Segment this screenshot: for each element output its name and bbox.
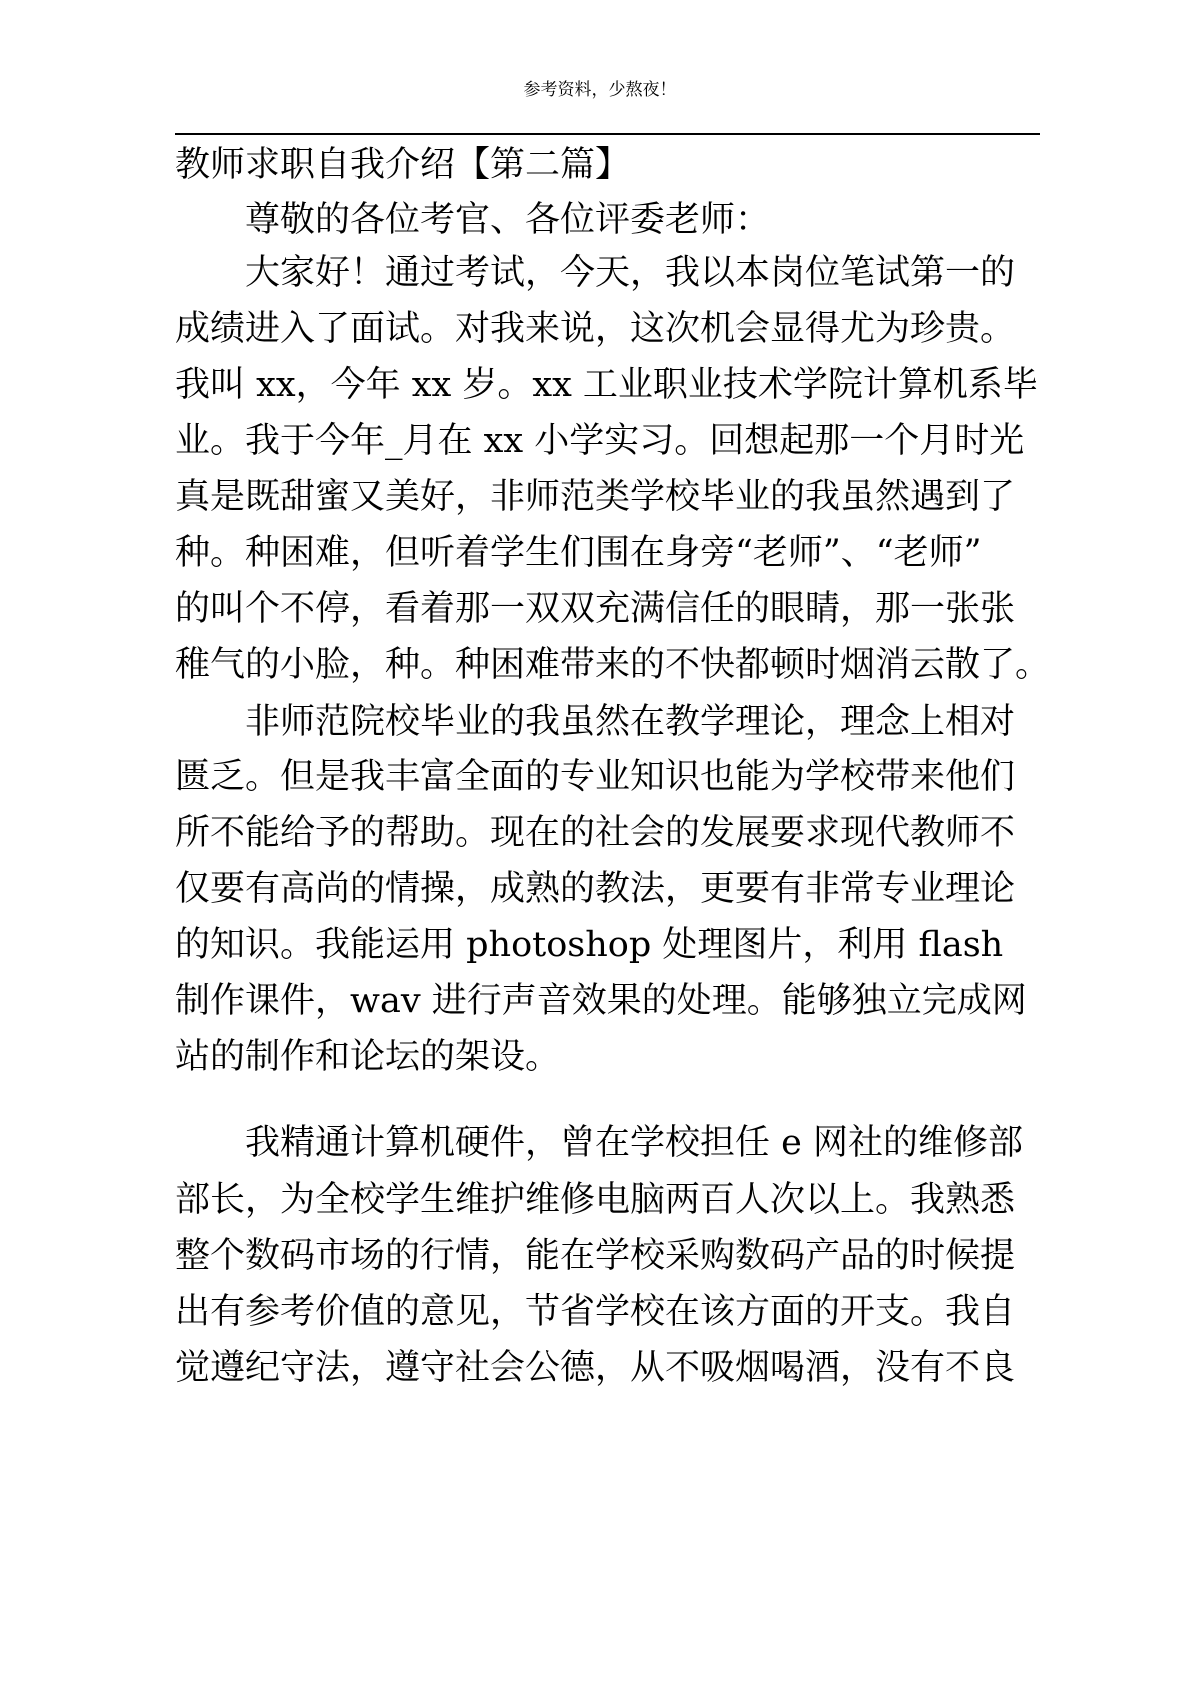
text-line: 整个数码市场的行情，能在学校采购数码产品的时候提 [175,1236,1016,1276]
text-line: 觉遵纪守法，遵守社会公德，从不吸烟喝酒，没有不良 [175,1348,1016,1388]
text-line: 尊敬的各位考官、各位评委老师： [245,200,771,240]
text-line: 所不能给予的帮助。现在的社会的发展要求现代教师不 [175,813,1016,853]
text-line: 我精通计算机硬件，曾在学校担任 e 网社的维修部 [245,1123,1023,1163]
text-line: 大家好！通过考试，今天，我以本岗位笔试第一的 [245,253,1016,293]
document-title: 教师求职自我介绍【第二篇】 [175,145,631,185]
text-line: 部长，为全校学生维护维修电脑两百人次以上。我熟悉 [175,1180,1016,1220]
text-line: 业。我于今年_月在 xx 小学实习。回想起那一个月时光 [175,421,1025,461]
text-line: 仅要有高尚的情操，成熟的教法，更要有非常专业理论 [175,869,1016,909]
page-header: 参考资料，少熬夜！ [523,80,677,100]
text-line: 匮乏。但是我丰富全面的专业知识也能为学校带来他们 [175,757,1016,797]
text-line: 出有参考价值的意见，节省学校在该方面的开支。我自 [175,1292,1016,1332]
text-line: 制作课件，wav 进行声音效果的处理。能够独立完成网 [175,981,1027,1021]
text-line: 站的制作和论坛的架设。 [175,1037,561,1077]
text-line: 非师范院校毕业的我虽然在教学理论，理念上相对 [245,702,1016,742]
text-line: 稚气的小脸，种。种困难带来的不快都顿时烟消云散了。 [175,645,1051,685]
text-line: 种。种困难，但听着学生们围在身旁“老师”、“老师” [175,533,982,573]
text-line: 的知识。我能运用 photoshop 处理图片，利用 flash [175,925,1004,965]
header-divider [175,133,1040,135]
text-line: 成绩进入了面试。对我来说，这次机会显得尤为珍贵。 [175,309,1016,349]
text-line: 真是既甜蜜又美好，非师范类学校毕业的我虽然遇到了 [175,477,1016,517]
text-line: 我叫 xx，今年 xx 岁。xx 工业职业技术学院计算机系毕 [175,365,1038,405]
text-line: 的叫个不停，看着那一双双充满信任的眼睛，那一张张 [175,589,1016,629]
